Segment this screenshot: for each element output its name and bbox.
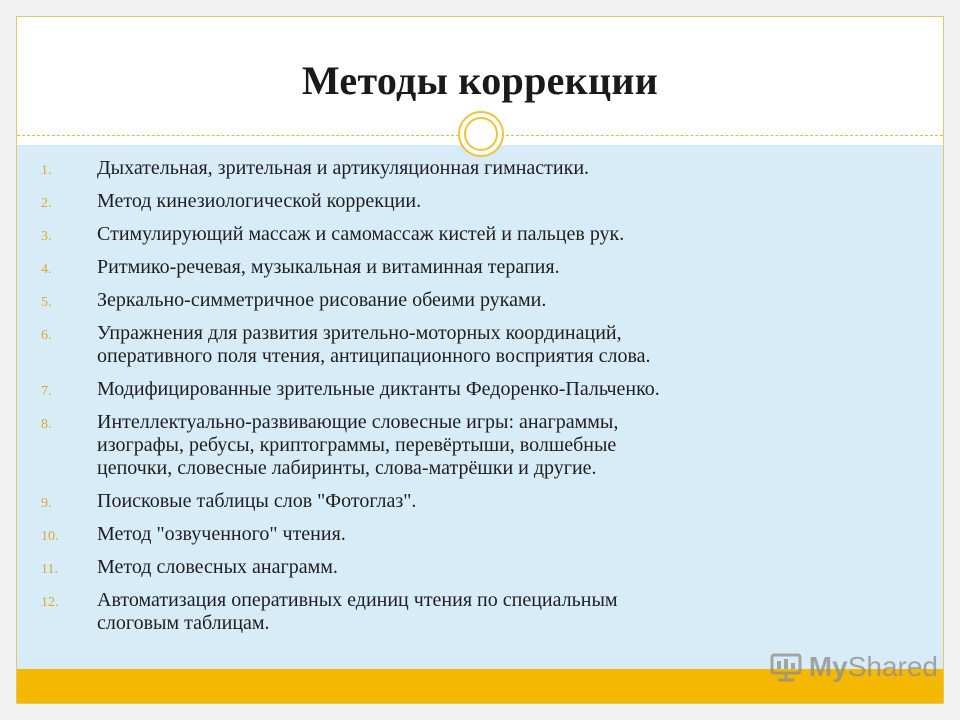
slide xyxy=(16,16,944,704)
method-text-line: Модифицированные зрительные диктанты Федоренко-Пальченко. xyxy=(97,378,660,400)
method-text xyxy=(97,190,897,213)
method-number: 1. xyxy=(41,163,52,178)
method-text-line: Стимулирующий массаж и самомассаж кистей и пальцев рук. xyxy=(97,223,625,245)
method-text xyxy=(97,322,897,368)
method-text-line: изографы, ребусы, криптограммы, перевёртыши, волшебные xyxy=(97,434,617,456)
method-text-line: слоговым таблицам. xyxy=(97,612,270,634)
method-number: 5. xyxy=(41,295,52,310)
watermark-brand-shared: Shared xyxy=(847,651,938,682)
method-number: 2. xyxy=(41,196,52,211)
method-text-line: Дыхательная, зрительная и артикуляционная гимнастики. xyxy=(97,157,590,179)
method-text-line: Зеркально-симметричное рисование обеими руками. xyxy=(97,289,547,311)
myshared-watermark xyxy=(769,650,938,684)
method-text xyxy=(97,411,897,480)
method-number: 4. xyxy=(41,262,52,277)
method-text-line: Метод словесных анаграмм. xyxy=(97,556,338,578)
method-text xyxy=(97,289,897,312)
method-text-line: цепочки, словесные лабиринты, слова-матрёшки и другие. xyxy=(97,457,597,479)
method-number: 9. xyxy=(41,496,52,511)
method-text xyxy=(97,589,897,635)
watermark-text xyxy=(809,651,938,683)
method-text xyxy=(97,223,897,246)
method-text xyxy=(97,256,897,279)
slide-title: Методы коррекции xyxy=(301,58,659,103)
method-number: 10. xyxy=(41,529,59,544)
method-text xyxy=(97,556,897,579)
method-text-line: Поисковые таблицы слов "Фотоглаз". xyxy=(97,490,417,512)
method-number: 8. xyxy=(41,417,52,432)
method-number: 7. xyxy=(41,384,52,399)
method-number: 12. xyxy=(41,595,59,610)
method-text-line: Интеллектуально-развивающие словесные игры: анаграммы, xyxy=(97,411,619,433)
presentation-board-icon xyxy=(769,652,803,682)
method-text xyxy=(97,378,897,401)
method-number: 6. xyxy=(41,328,52,343)
method-text xyxy=(97,490,897,513)
method-text-line: Метод "озвученного" чтения. xyxy=(97,523,346,545)
method-text xyxy=(97,157,897,180)
circle-ornament-icon xyxy=(458,111,504,157)
watermark-brand-my: My xyxy=(808,651,848,682)
method-number: 3. xyxy=(41,229,52,244)
method-number: 11. xyxy=(41,562,58,577)
method-text xyxy=(97,523,897,546)
method-text-line: оперативного поля чтения, антиципационного восприятия слова. xyxy=(97,345,651,367)
method-text-line: Автоматизация оперативных единиц чтения по специальным xyxy=(97,589,618,611)
method-text-line: Метод кинезиологической коррекции. xyxy=(97,190,422,212)
method-text-line: Ритмико-речевая, музыкальная и витаминная терапия. xyxy=(97,256,560,278)
method-text-line: Упражнения для развития зрительно-моторных координаций, xyxy=(97,322,622,344)
